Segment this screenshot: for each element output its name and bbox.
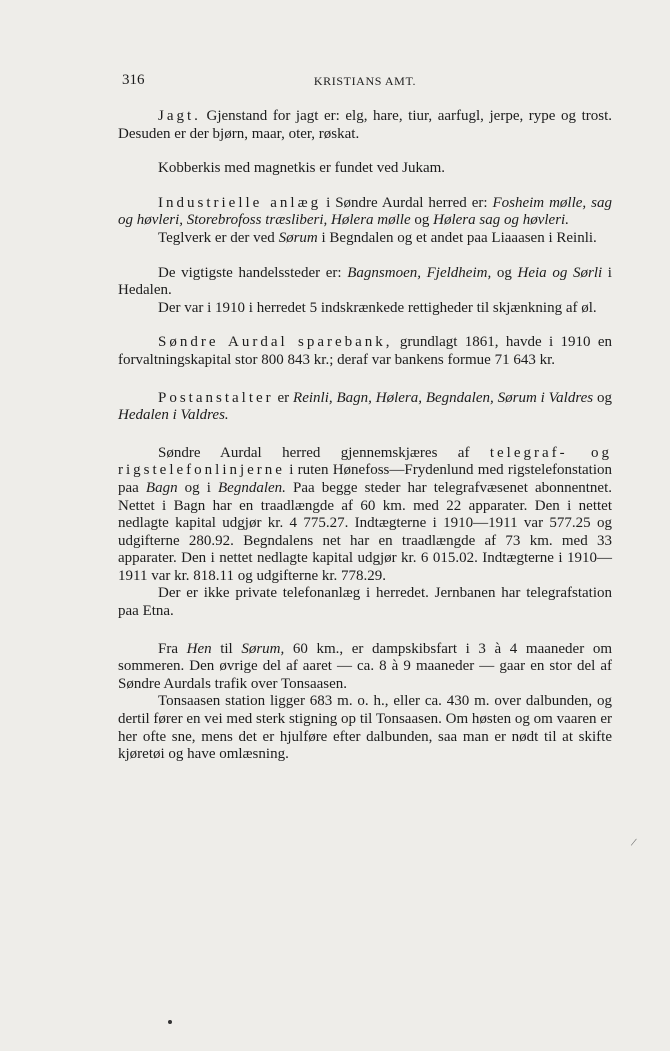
paragraph-hunting: Jagt. Gjenstand for jagt er: elg, hare, tiur, aarfugl, jerpe, rype og trost. Desuden er der bjørn, maar, oter, røskat. [118,108,612,142]
pencil-mark: / [629,834,638,850]
paragraph-telegraph: Søndre Aurdal herred gjennemskjæres af telegraf- og rigstelefonlinjerne i ruten Hønefoss—Frydenlund med rigstelefonstation paa Bagn og i Begndalen. Paa begge steder har telegrafvæsenet abonnentnet. Nettet i Bagn har en traadlængde af 60 km. med 22 apparater. Den i nettet nedlagte kapital udgjør kr. 4 775.27. Indtægterne i 1910—1911 var 577.25 og udgifterne 280.92. Begndalens net har en traadlængde af 73 km. med 33 apparater. Den i nettet nedlagte kapital udgjør kr. 6 015.02. Indtægterne i 1910—1911 var kr. 818.11 og udgifterne kr. 778.29. [118,444,613,584]
paragraph-telephone: Der er ikke private telefonanlæg i herredet. Jernbanen har telegrafstation paa Etna. [118,585,612,620]
ink-dot [168,1020,172,1024]
paragraph-brickworks: Teglverk er der ved Sørum i Begndalen og et andet paa Liaaasen i Reinli. [158,229,597,246]
page-header [118,72,612,92]
paragraph-post-offices: Postanstalter er Reinli, Bagn, Hølera, Begndalen, Sørum i Valdres og Hedalen i Valdres. [118,389,613,424]
page-number: 316 [122,72,145,88]
paragraph-trading: De vigtigste handelssteder er: Bagnsmoen, Fjeldheim, og Heia og Sørli i Hedalen. [118,264,612,299]
paragraph-steamship: Fra Hen til Sørum, 60 km., er dampskibsfart i 3 à 4 maaneder om sommeren. Den øvrige del af aaret — ca. 8 à 9 maaneder — gaar en stor del af Søndre Aurdals trafik over Tonsaasen. [118,640,612,692]
paragraph-industry: Industrielle anlæg i Søndre Aurdal herred er: Fosheim mølle, sag og høvleri, Storebrofoss træsliberi, Hølera mølle og Hølera sag og høvleri. [118,194,612,229]
paragraph-licenses: Der var i 1910 i herredet 5 indskrænkede rettigheder til skjænkning af øl. [158,299,597,316]
spaced-heading: telegraf- og rigstelefonlinjerne [118,444,612,479]
paragraph-minerals: Kobberkis med magnetkis er fundet ved Jukam. [158,160,446,177]
spaced-heading: Jagt. [158,108,201,124]
running-head: KRISTIANS AMT. [313,74,417,88]
page-body [118,108,612,764]
paragraph-savings-bank: Søndre Aurdal sparebank, grundlagt 1861, havde i 1910 en forvaltningskapital stor 800 843 kr.; deraf var bankens formue 71 643 kr. [118,334,612,368]
paragraph-station: Tonsaasen station ligger 683 m. o. h., eller ca. 430 m. over dalbunden, og dertil fører en vei med sterk stigning op til Tonsaasen. Om høsten og om vaaren er her ofte sne, mens det er hjulføre efter dalbunden, saa man er nødt til at skifte kjøretøi og have omlæsning. [118,693,612,763]
spaced-heading: Industrielle anlæg [158,194,322,211]
spaced-heading: Søndre Aurdal sparebank, [158,334,393,351]
spaced-heading: Postanstalter [158,389,274,406]
